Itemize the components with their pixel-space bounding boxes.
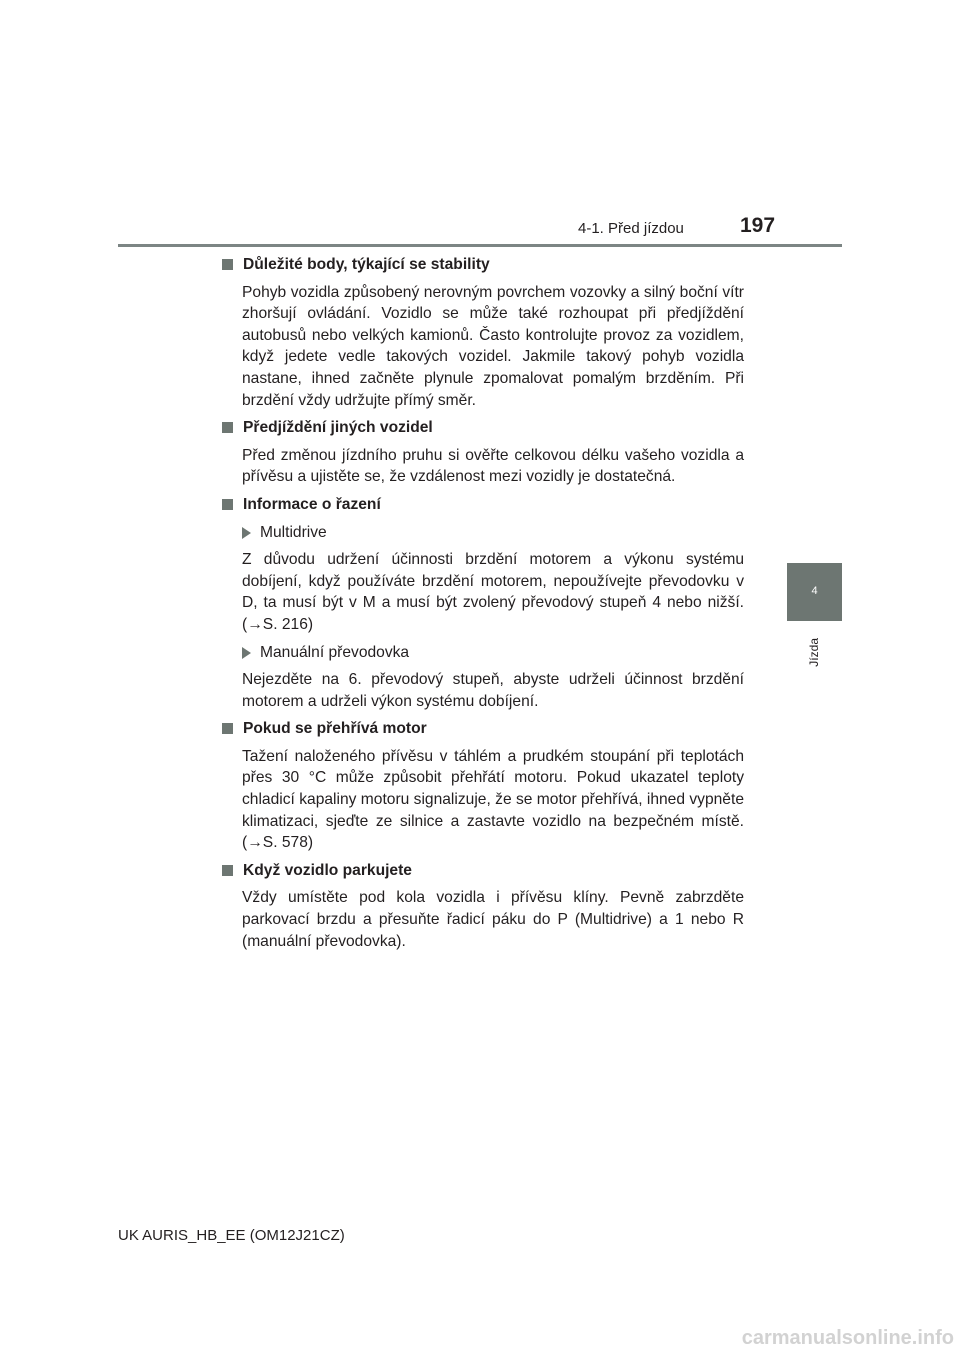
header-section-title: 4-1. Před jízdou <box>578 220 684 237</box>
section-overtaking <box>222 417 744 488</box>
triangle-bullet-icon <box>242 527 251 539</box>
square-bullet-icon <box>222 422 233 433</box>
chapter-number: 4 <box>811 585 818 597</box>
watermark: carmanualsonline.info <box>741 1327 954 1349</box>
subitem-heading-manual <box>242 642 744 664</box>
section-heading-text: Když vozidlo parkujete <box>243 861 412 879</box>
square-bullet-icon <box>222 259 233 270</box>
section-heading-text: Informace o řazení <box>243 495 381 513</box>
paragraph: Tažení naloženého přívěsu v táhlém a prudkém stoupání při teplotách přes 30 °C může způsobit přehřátí motoru. Pokud ukazatel teploty chladicí kapaliny motoru signalizuje, že se motor přehřívá, ihned vypněte klimatizaci, sjeďte ze silnice a zastavte vozidlo na bezpečném místě. (→S. 578) <box>242 747 744 852</box>
section-heading-text: Předjíždění jiných vozidel <box>243 419 433 437</box>
paragraph: Vždy umístěte pod kola vozidla i přívěsu klíny. Pevně zabrzděte parkovací brzdu a přesuňte řadicí páku do P (Multidrive) a 1 nebo R (manuální převodovka). <box>242 889 744 950</box>
paragraph: Z důvodu udržení účinnosti brzdění motorem a výkonu systému dobíjení, když používáte brzdění motorem, nepoužívejte převodovku v D, ta musí být v M a musí být zvolený převodový stupeň 4 nebo nižší. (→S. 216) <box>242 551 744 633</box>
subitem-label: Multidrive <box>260 523 327 541</box>
subitem-label: Manuální převodovka <box>260 643 410 661</box>
section-heading-text: Důležité body, týkající se stability <box>243 256 490 273</box>
section-heading <box>222 417 744 439</box>
section-stability <box>222 254 744 411</box>
page-number: 197 <box>740 214 776 237</box>
paragraph: Nejezděte na 6. převodový stupeň, abyste udrželi účinnost brzdění motorem a udrželi výkon systému dobíjení. <box>242 671 744 710</box>
header-divider <box>118 244 842 247</box>
square-bullet-icon <box>222 499 233 510</box>
section-heading-text: Pokud se přehřívá motor <box>243 720 427 738</box>
section-shifting <box>222 494 744 712</box>
section-heading <box>222 860 744 882</box>
chapter-tab <box>787 563 842 621</box>
square-bullet-icon <box>222 865 233 876</box>
triangle-bullet-icon <box>242 647 251 659</box>
chapter-title: Jízda <box>807 638 821 667</box>
subitem-heading-multidrive <box>242 522 744 544</box>
paragraph: Pohyb vozidla způsobený nerovným povrchem vozovky a silný boční vítr zhoršují ovládání. Vozidlo se může také rozhoupat při předjíždění autobusů nebo velkých kamionů. Často kontrolujte provoz za vozidlem, když jedete vedle takových vozidel. Jakmile takový pohyb vozidla nastane, ihned začněte plynule zpomalovat pomalým brzděním. Při brzdění vždy udržujte přímý směr. <box>242 283 744 409</box>
section-heading <box>222 718 744 740</box>
content-body <box>222 254 744 958</box>
square-bullet-icon <box>222 723 233 734</box>
section-heading <box>222 254 744 276</box>
footer-model-code: UK AURIS_HB_EE (OM12J21CZ) <box>118 1227 345 1244</box>
paragraph: Před změnou jízdního pruhu si ověřte celkovou délku vašeho vozidla a přívěsu a ujistěte se, že vzdálenost mezi vozidly je dostatečná. <box>242 446 744 486</box>
section-overheating <box>222 718 744 854</box>
section-heading <box>222 494 744 516</box>
section-parking <box>222 860 744 952</box>
